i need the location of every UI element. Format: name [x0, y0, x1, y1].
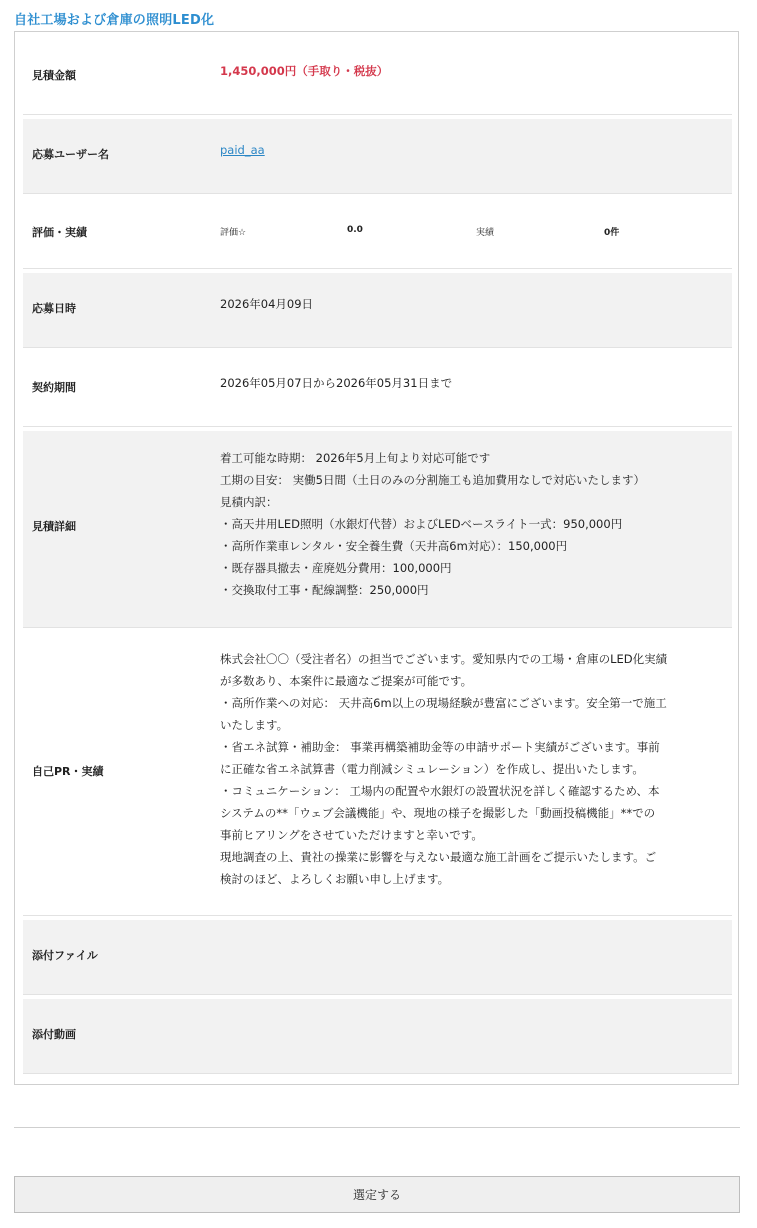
pr-line: いたします。 — [220, 718, 289, 732]
row-amount — [23, 32, 732, 115]
user-label: 応募ユーザー名 — [32, 148, 109, 161]
row-rating — [23, 194, 732, 269]
page-title: 自社工場および倉庫の照明LED化 — [14, 13, 215, 28]
row-date — [23, 273, 732, 348]
achievements-sub-label: 実績 — [476, 228, 495, 238]
amount-value: 1,450,000円（手取り・税抜） — [220, 64, 389, 78]
pr-label: 自己PR・実績 — [32, 765, 104, 778]
attachment-label: 添付ファイル — [32, 949, 98, 962]
pr-line: 現地調査の上、貴社の操業に影響を与えない最適な施工計画をご提示いたします。ご — [220, 850, 657, 864]
pr-line: 検討のほど、よろしくお願い申し上げます。 — [220, 872, 450, 886]
amount-label: 見積金額 — [32, 69, 76, 82]
rating-value: 0.0 — [347, 225, 363, 235]
row-user — [23, 119, 732, 194]
estimate-detail-panel — [14, 31, 739, 1085]
details-line: 工期の目安： 実働5日間（土日のみの分割施工も追加費用なしで対応いたします） — [220, 473, 645, 487]
pr-text — [220, 648, 667, 890]
pr-line: ・省エネ試算・補助金： 事業再構築補助金等の申請サポート実績がございます。事前 — [220, 740, 660, 754]
rating-sub-label: 評価☆ — [220, 228, 247, 238]
row-period — [23, 348, 732, 427]
pr-line: 株式会社〇〇（受注者名）の担当でございます。愛知県内での工場・倉庫のLED化実績 — [220, 652, 668, 666]
row-pr — [23, 628, 732, 916]
date-label: 応募日時 — [32, 302, 76, 315]
user-link[interactable]: paid_aa — [220, 143, 265, 157]
pr-line: ・高所作業への対応： 天井高6m以上の現場経験が豊富にございます。安全第一で施工 — [220, 696, 667, 710]
details-line: ・既存器具撤去・産廃処分費用：100,000円 — [220, 561, 452, 575]
pr-line: に正確な省エネ試算書（電力削減シミュレーション）を作成し、提出いたします。 — [220, 762, 644, 776]
row-video — [23, 999, 732, 1074]
details-line: ・高天井用LED照明（水銀灯代替）およびLEDベースライト一式：950,000円 — [220, 517, 623, 531]
date-value: 2026年04月09日 — [220, 297, 314, 311]
row-details — [23, 431, 732, 628]
details-line: ・交換取付工事・配線調整：250,000円 — [220, 583, 429, 597]
details-line: 見積内訳： — [220, 495, 278, 509]
details-text — [220, 447, 645, 601]
details-label: 見積詳細 — [32, 520, 76, 533]
divider — [14, 1127, 740, 1128]
video-label: 添付動画 — [32, 1028, 76, 1041]
period-value: 2026年05月07日から2026年05月31日まで — [220, 376, 453, 390]
pr-line: 事前ヒアリングをさせていただけますと幸いです。 — [220, 828, 483, 842]
period-label: 契約期間 — [32, 381, 76, 394]
details-line: ・高所作業車レンタル・安全養生費（天井高6m対応）：150,000円 — [220, 539, 568, 553]
pr-line: ・コミュニケーション： 工場内の配置や水銀灯の設置状況を詳しく確認するため、本 — [220, 784, 660, 798]
pr-line: システムの**「ウェブ会議機能」や、現地の様子を撮影した「動画投稿機能」**での — [220, 806, 656, 820]
achievements-value: 0件 — [604, 228, 620, 238]
select-button[interactable]: 選定する — [14, 1176, 740, 1213]
pr-line: が多数あり、本案件に最適なご提案が可能です。 — [220, 674, 473, 688]
row-attachment — [23, 920, 732, 995]
details-line: 着工可能な時期： 2026年5月上旬より対応可能です — [220, 451, 491, 465]
rating-label: 評価・実績 — [32, 226, 87, 239]
